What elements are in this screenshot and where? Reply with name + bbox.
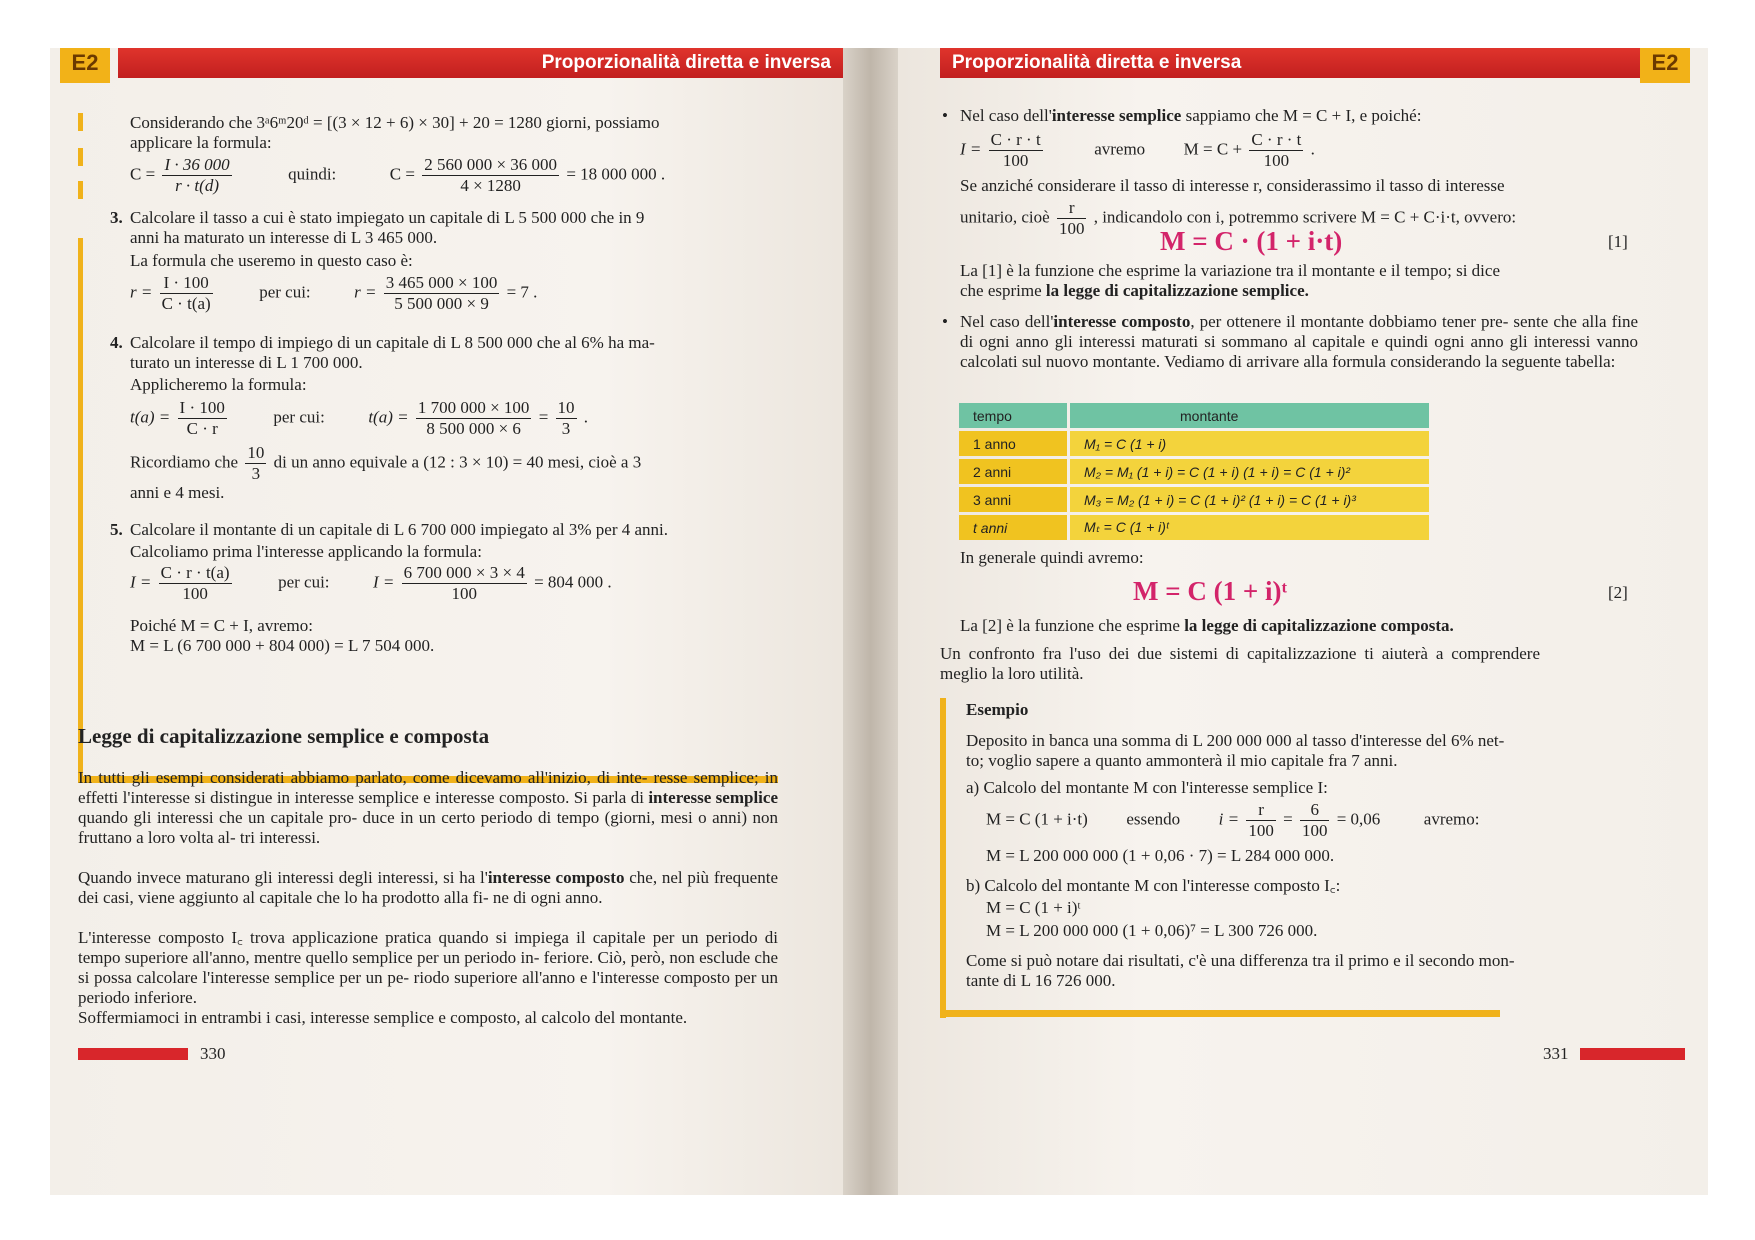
table-cell: 1 anno (959, 431, 1067, 456)
table-header-row (959, 403, 1429, 428)
text-line: Calcolare il tasso a cui è stato impiegato un capitale di L 5 500 000 che in 9 (130, 208, 645, 227)
exercise-number: 4. (110, 333, 123, 352)
section-title: Legge di capitalizzazione semplice e composta (78, 724, 490, 748)
text-line: anni ha maturato un interesse di L 3 465 000. (130, 228, 438, 247)
text-line: M = C (1 + i)ᵗ (986, 898, 1081, 917)
footer-bar-right (1580, 1048, 1685, 1060)
chapter-tab-left: E2 (60, 48, 110, 83)
text-line: Calcoliamo prima l'interesse applicando la formula: (130, 542, 482, 561)
table-cell: M₁ = C (1 + i) (1070, 431, 1429, 456)
paragraph: In tutti gli esempi considerati abbiamo parlato, come dicevamo all'inizio, di inte- resse semplice; in effetti l'interesse si distingue in interesse semplice e interesse composto. Si parla di interesse semplice quando gli interessi che un capitale pro- duce in un certo periodo di tempo (giorni, mesi o anni) non fruttano a loro volta al- tri interessi. (78, 768, 778, 847)
formula: M = C (1 + i·t) essendo i = $\frac{r}{100}$ = $\frac{6}{100}$ = 0,06 avremo: (986, 800, 1480, 840)
chapter-tab-right: E2 (1640, 48, 1690, 83)
text-line: La [2] è la funzione che esprime la legge di capitalizzazione composta. (960, 616, 1454, 635)
capitalization-table (956, 400, 1432, 543)
paragraph: Quando invece maturano gli interessi degli interessi, si ha l'interesse composto che, nel più frequente dei casi, viene aggiunto al capitale che lo ha prodotto alla fi- ne di ogni anno. (78, 868, 778, 907)
formula: I = $\frac{C \cdot r \cdot t}{100}$ avremo M = C + $\frac{C \cdot r \cdot t}{100}$ . (960, 130, 1315, 170)
example-title: Esempio (966, 700, 1029, 719)
example-frame-left (940, 698, 946, 1018)
text-line: M = L (6 700 000 + 804 000) = L 7 504 000. (130, 636, 435, 655)
table-cell: Mₜ = C (1 + i)ᵗ (1070, 515, 1429, 540)
header-title-left: Proporzionalità diretta e inversa (541, 52, 831, 73)
text-line: La [1] è la funzione che esprime la variazione tra il montante e il tempo; si dice (960, 261, 1500, 280)
header-bar-right (940, 48, 1640, 78)
footer-bar-left (78, 1048, 188, 1060)
table-header-cell: montante (1070, 403, 1429, 428)
formula: t(a) = $\frac{I \cdot 100}{C \cdot r}$ per cui: t(a) = $\frac{1 700 000 \times 100}{8 500 000 \times 6}$ = $\frac{10}{3}$ . (130, 398, 589, 438)
text-line: turato un interesse di L 1 700 000. (130, 353, 363, 372)
formula: I = $\frac{C \cdot r \cdot t(a)}{100}$ per cui: I = $\frac{6 700 000 \times 3 \times 4}{100}$ = 804 000 . (130, 563, 612, 603)
text-line: a) Calcolo del montante M con l'interesse semplice I: (966, 778, 1328, 797)
text-line: Poiché M = C + I, avremo: (130, 616, 314, 635)
table-cell: M₂ = M₁ (1 + i) = C (1 + i) (1 + i) = C (1 + i)² (1070, 459, 1429, 484)
book-gutter (843, 48, 898, 1195)
text-line: Come si può notare dai risultati, c'è una differenza tra il primo e il secondo mon- (966, 951, 1515, 970)
text-line: to; voglio sapere a quanto ammonterà il mio capitale fra 7 anni. (966, 751, 1398, 770)
text-line: Calcolare il tempo di impiego di un capitale di L 8 500 000 che al 6% ha ma- (130, 333, 655, 352)
text-line: che esprime la legge di capitalizzazione semplice. (960, 281, 1309, 300)
text-line: Calcolare il montante di un capitale di L 6 700 000 impiegato al 3% per 4 anni. (130, 520, 669, 539)
table-row (959, 515, 1429, 540)
table-cell: t anni (959, 515, 1067, 540)
header-title-right: Proporzionalità diretta e inversa (952, 52, 1242, 73)
example-frame-bottom (940, 1010, 1500, 1017)
text-line: Considerando che 3ᵃ6ᵐ20ᵈ = [(3 × 12 + 6) × 30] + 20 = 1280 giorni, possiamo (130, 113, 660, 132)
exercise-number: 5. (110, 520, 123, 539)
table-cell: 3 anni (959, 487, 1067, 512)
equation-tag: [2] (1608, 583, 1628, 602)
text-line: M = L 200 000 000 (1 + 0,06 · 7) = L 284 000 000. (986, 846, 1335, 865)
exercise-number: 3. (110, 208, 123, 227)
equation-tag: [1] (1608, 232, 1628, 251)
formula: r = $\frac{I \cdot 100}{C \cdot t(a)}$ per cui: r = $\frac{3 465 000 \times 100}{5 500 000 \times 9}$ = 7 . (130, 273, 538, 313)
table-row (959, 459, 1429, 484)
text-line: Se anziché considerare il tasso di interesse r, considerassimo il tasso di interesse (960, 176, 1505, 195)
marker-bar (78, 181, 83, 199)
text-line: unitario, cioè $\frac{r}{100}$ , indicandolo con i, potremmo scrivere M = C + C·i·t, ovvero: (960, 198, 1517, 238)
formula-capitalizzazione-composta: M = C (1 + i)ᵗ (1133, 576, 1288, 606)
marker-bar (78, 113, 83, 131)
paragraph: L'interesse composto I꜀ trova applicazione pratica quando si impiega il capitale per un periodo di tempo superiore all'anno, mentre quello semplice per un periodo in- feriore. Ciò, però, non esclude che si possa calcolare l'interesse semplice per un pe- riodo superiore all'anno e l'interesse composto per un periodo inferiore. (78, 928, 778, 1007)
text-line: tante di L 16 726 000. (966, 971, 1116, 990)
text-line: Ricordiamo che $\frac{10}{3}$ di un anno equivale a (12 : 3 × 10) = 40 mesi, cioè a 3 (130, 443, 642, 483)
page-number: 331 (1543, 1044, 1569, 1063)
formula-capitalizzazione-semplice: M = C · (1 + i·t) (1160, 226, 1343, 256)
text-line: applicare la formula: (130, 133, 272, 152)
text-line: La formula che useremo in questo caso è: (130, 251, 413, 270)
header-bar-left (118, 48, 843, 78)
text-line: Applicheremo la formula: (130, 375, 307, 394)
table-cell: M₃ = M₂ (1 + i) = C (1 + i)² (1 + i) = C (1 + i)³ (1070, 487, 1429, 512)
bullet-icon: • (942, 106, 948, 125)
paragraph: Soffermiamoci in entrambi i casi, interesse semplice e composto, al calcolo del montante. (78, 1008, 688, 1027)
text-line: b) Calcolo del montante M con l'interesse composto I꜀: (966, 876, 1341, 895)
text-line: anni e 4 mesi. (130, 483, 225, 502)
bullet-icon: • (942, 312, 948, 331)
table-row (959, 487, 1429, 512)
page-number: 330 (200, 1044, 226, 1063)
table-header-cell: tempo (959, 403, 1067, 428)
marker-bar (78, 148, 83, 166)
text-line: M = L 200 000 000 (1 + 0,06)⁷ = L 300 726 000. (986, 921, 1318, 940)
text-line: Nel caso dell'interesse semplice sappiamo che M = C + I, e poiché: (960, 106, 1422, 125)
exercise-frame-left (78, 238, 83, 783)
paragraph: Nel caso dell'interesse composto, per ottenere il montante dobbiamo tener pre- sente che alla fine di ogni anno gli interessi maturati si sommano al capitale e quindi ogni anno gli interessi vanno calcolati sul nuovo montante. Vediamo di arrivare alla formula considerando la seguente tabella: (960, 312, 1638, 371)
table-cell: 2 anni (959, 459, 1067, 484)
text-line: In generale quindi avremo: (960, 548, 1144, 567)
paragraph: Un confronto fra l'uso dei due sistemi di capitalizzazione ti aiuterà a comprendere meglio la loro utilità. (940, 644, 1540, 683)
right-page (898, 48, 1708, 1195)
formula: C = $\frac{I \cdot 36 000}{r \cdot t(d)}$ quindi: C = $\frac{2 560 000 \times 36 000}{4 \times 1280}$ = 18 000 000 . (130, 155, 666, 195)
text-line: Deposito in banca una somma di L 200 000 000 al tasso d'interesse del 6% net- (966, 731, 1505, 750)
table-row (959, 431, 1429, 456)
left-page (50, 48, 843, 1195)
